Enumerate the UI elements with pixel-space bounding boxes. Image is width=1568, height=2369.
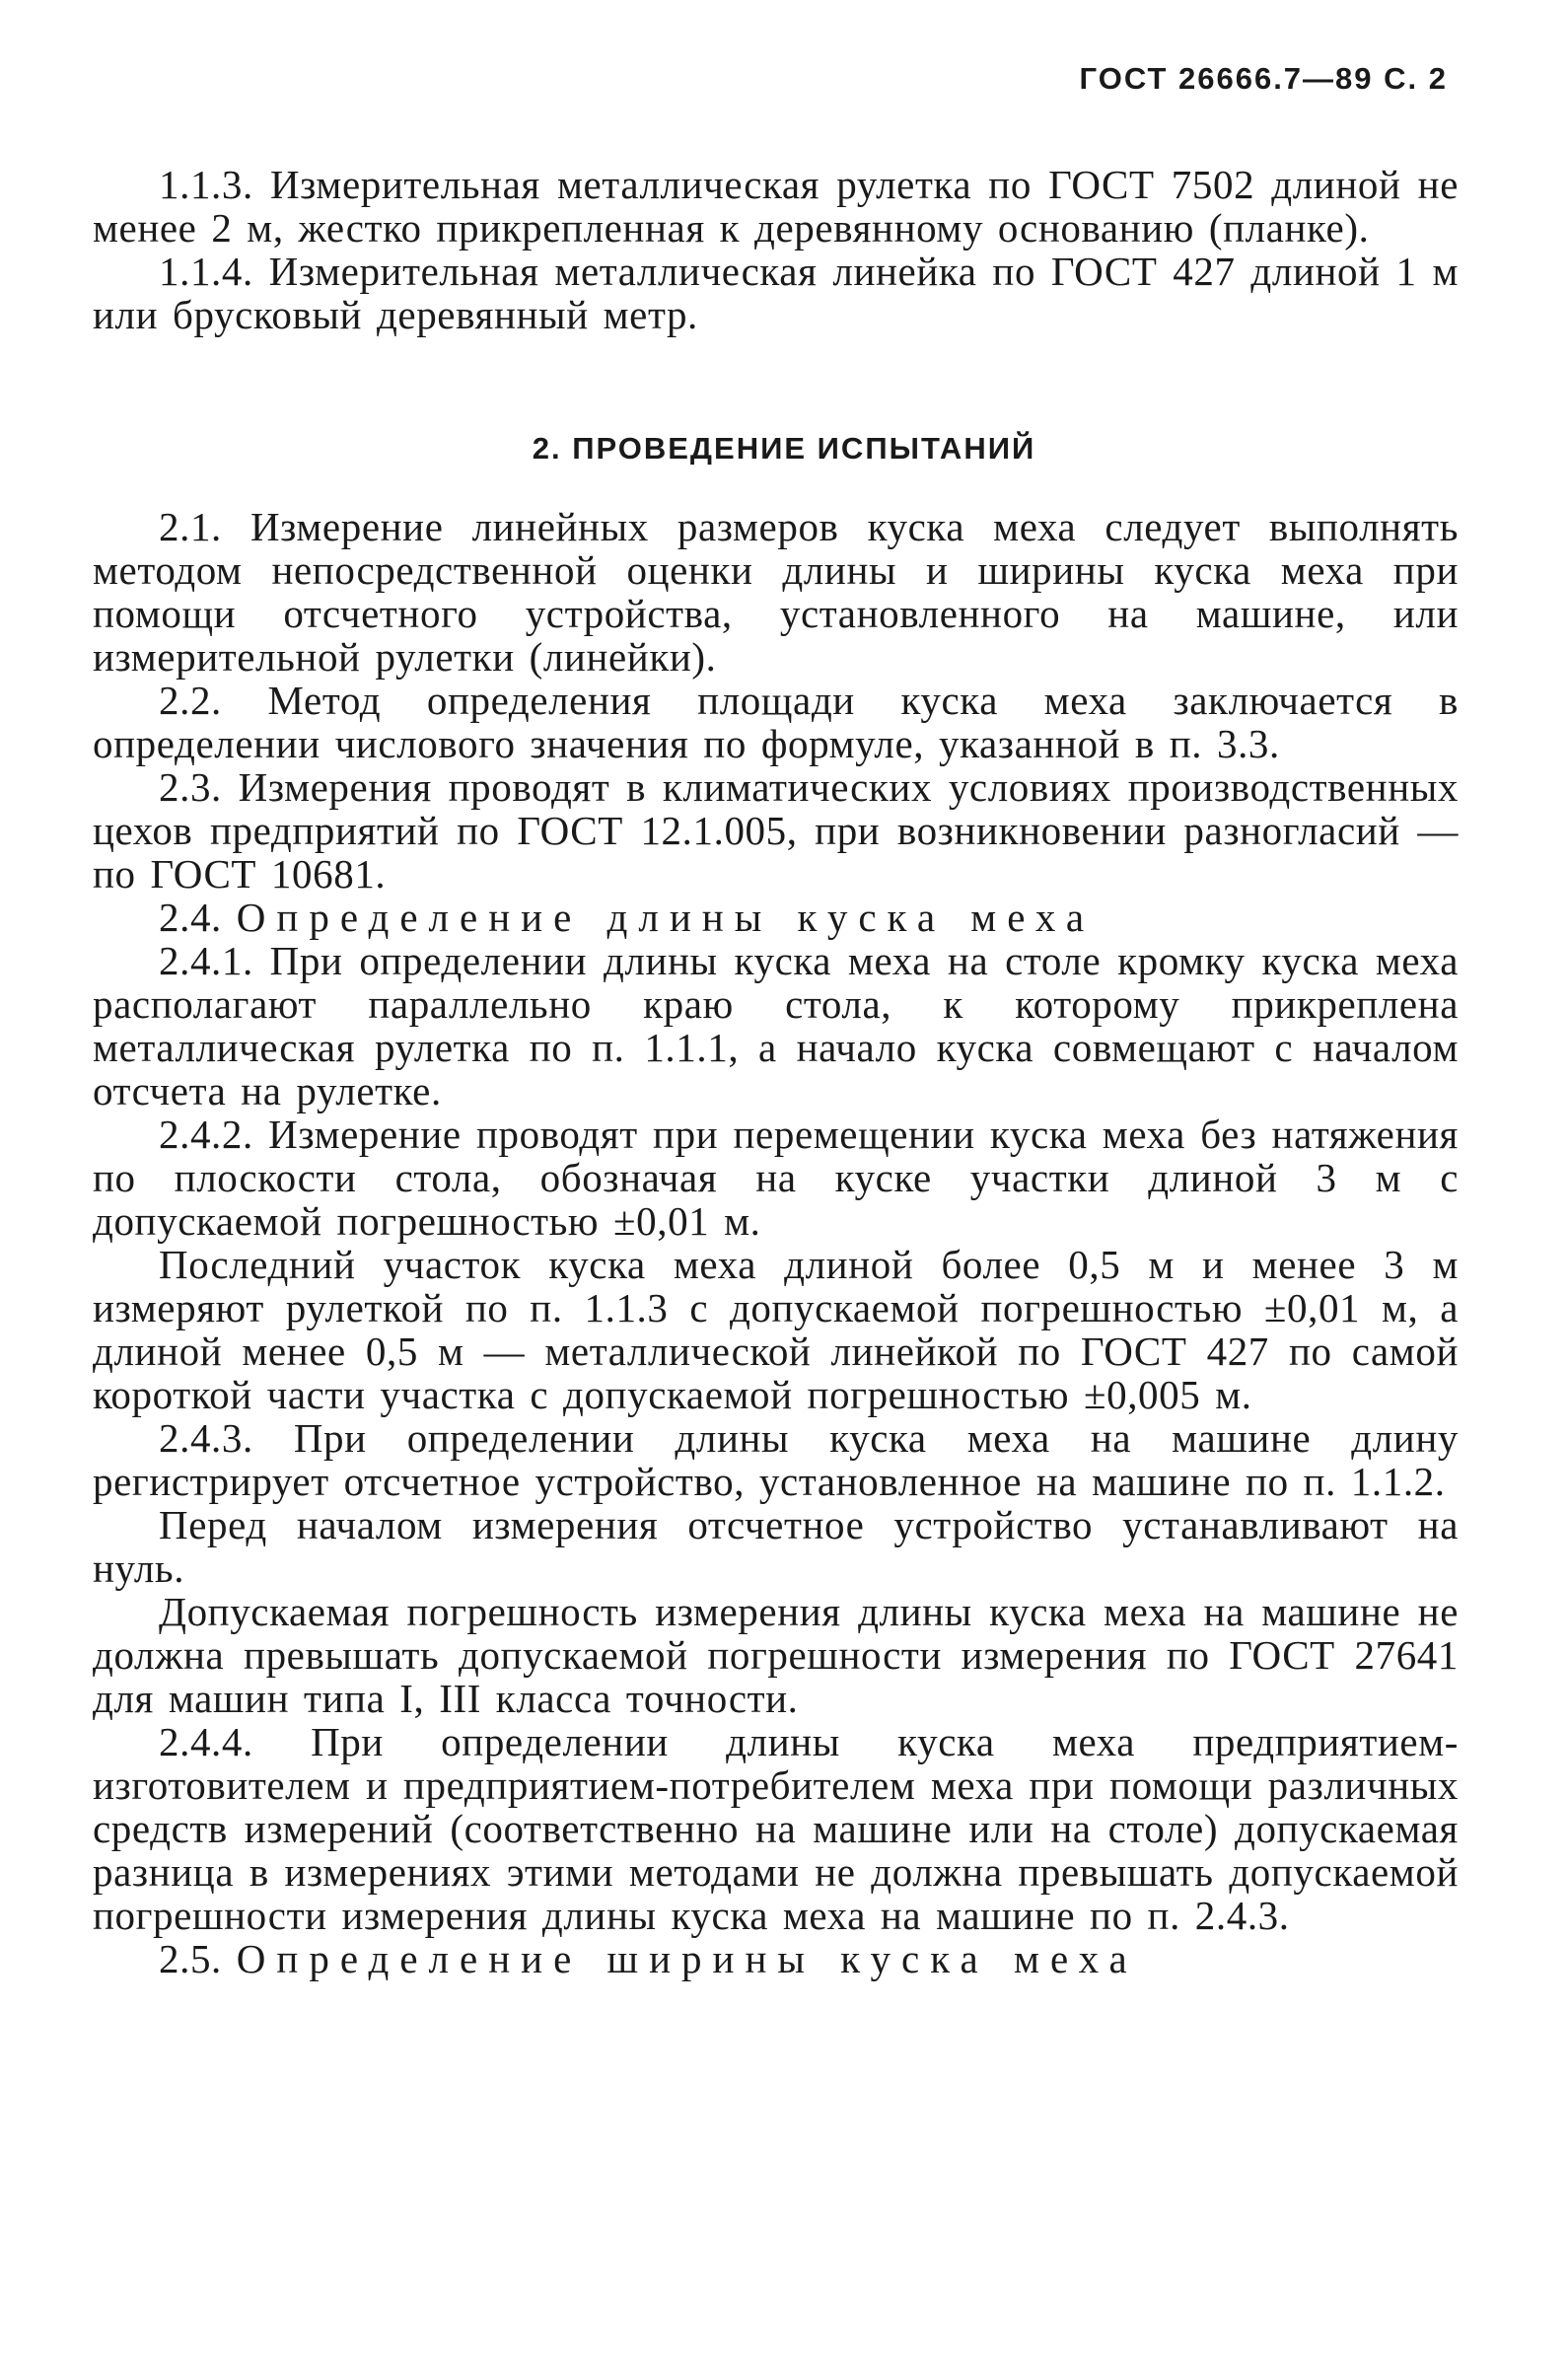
- paragraph-2-1: 2.1. Измерение линейных размеров куска меха следует выполнять методом непосредственной оценки длины и ширины куска меха при помощи отсчетного устройства, установленного на машине, или измерительной рулетки (линейки).: [93, 504, 1459, 680]
- paragraph-2-4-title: Определение длины куска меха: [236, 895, 1096, 940]
- paragraph-2-4-2: 2.4.2. Измерение проводят при перемещении куска меха без натяжения по плоскости стола, обозначая на куске участки длиной 3 м с допускаемой погрешностью ±0,01 м.: [93, 1112, 1459, 1244]
- paragraph-2-4-4: 2.4.4. При определении длины куска меха предприятием-изготовителем и предприятием-потребителем меха при помощи различных средств измерений (соответственно на машине или на столе) допускаемая разница в измерениях этими методами не должна превышать допускаемой погрешности измерения длины куска меха на машине по п. 2.4.3.: [93, 1719, 1459, 1938]
- paragraph-2-3: 2.3. Измерения проводят в климатических условиях производственных цехов предприятий по ГОСТ 12.1.005, при возникновении разногласий — по ГОСТ 10681.: [93, 764, 1459, 897]
- section-title: 2. ПРОВЕДЕНИЕ ИСПЫТАНИЙ: [532, 431, 1036, 466]
- running-header: ГОСТ 26666.7—89 С. 2: [1079, 61, 1448, 96]
- paragraph-2-5-heading: [93, 1937, 1459, 1980]
- paragraph-2-4-3-tolerance: Допускаемая погрешность измерения длины куска меха на машине не должна превышать допускаемой погрешности измерения по ГОСТ 27641 для машин типа I, III класса точности.: [93, 1589, 1459, 1721]
- top-paragraphs: [93, 163, 1459, 336]
- paragraph-2-4-number: 2.4.: [159, 895, 222, 940]
- paragraph-1-1-3: 1.1.3. Измерительная металлическая рулетка по ГОСТ 7502 длиной не менее 2 м, жестко прикрепленная к деревянному основанию (планке).: [93, 162, 1459, 251]
- paragraph-2-4-1: 2.4.1. При определении длины куска меха на столе кромку куска меха располагают параллельно краю стола, к которому прикреплена металлическая рулетка по п. 1.1.1, а начало куска совмещают с началом отсчета на рулетке.: [93, 938, 1459, 1113]
- paragraph-2-4-3-zero: Перед началом измерения отсчетное устройство устанавливают на нуль.: [93, 1502, 1459, 1591]
- paragraph-2-5-title: Определение ширины куска меха: [236, 1936, 1138, 1981]
- paragraph-2-4-3: 2.4.3. При определении длины куска меха на машине длину регистрирует отсчетное устройство, установленное на машине по п. 1.1.2.: [93, 1415, 1459, 1504]
- paragraph-2-4-2-continued: Последний участок куска меха длиной более 0,5 м и менее 3 м измеряют рулеткой по п. 1.1.3 с допускаемой погрешностью ±0,01 м, а длиной менее 0,5 м — металлической линейкой по ГОСТ 427 по самой короткой части участка с допускаемой погрешностью ±0,005 м.: [93, 1242, 1459, 1417]
- paragraph-2-4-heading: [93, 896, 1459, 939]
- paragraph-2-2: 2.2. Метод определения площади куска меха заключается в определении числового значения по формуле, указанной в п. 3.3.: [93, 678, 1459, 766]
- paragraph-1-1-4: 1.1.4. Измерительная металлическая линейка по ГОСТ 427 длиной 1 м или брусковый деревянный метр.: [93, 249, 1459, 337]
- paragraph-2-5-number: 2.5.: [159, 1936, 222, 1981]
- main-paragraphs: [93, 505, 1459, 1980]
